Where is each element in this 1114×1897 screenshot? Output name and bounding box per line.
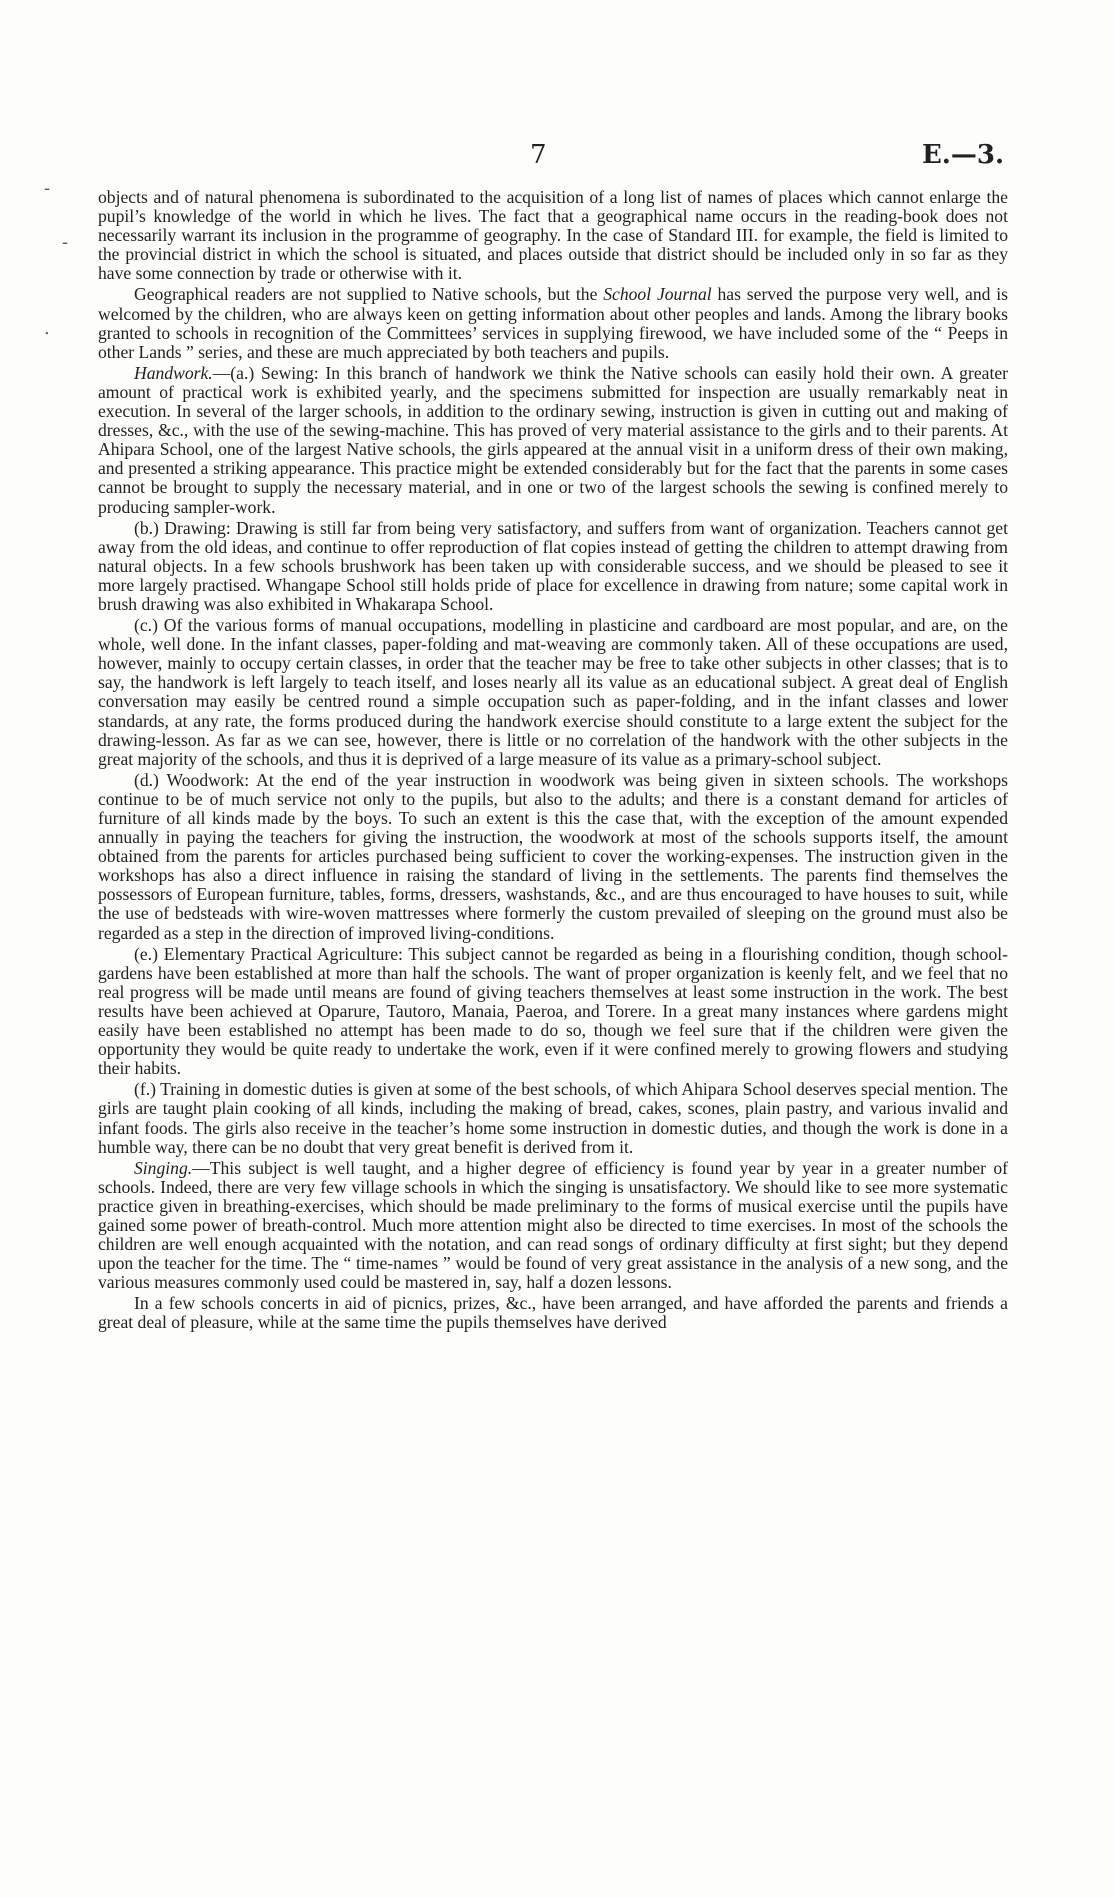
margin-mark: . — [44, 318, 50, 339]
paragraph-geographical-readers — [98, 285, 1008, 361]
body-text — [98, 188, 1008, 1335]
paragraph-manual-occupations: (c.) Of the various forms of manual occupations, modelling in plasticine and cardboard are most popular, and are, on the whole, well done. In the infant classes, paper-folding and mat-weaving are commonly taken. All of these occupations are used, however, mainly to occupy certain classes, in order that the teacher may be free to take other subjects in other classes; that is to say, the handwork is left largely to teach itself, and loses nearly all its value as an educational subject. A great deal of English conversation may easily be centred round a simple occupation such as paper-folding, and in the infant classes and lower standards, at any rate, the forms produced during the handwork exercise should constitute to a large extent the subject for the drawing-lesson. As far as we can see, however, there is little or no correlation of the handwork with the other subjects in the great majority of the schools, and thus it is deprived of a large measure of its value as a primary-school subject. — [98, 615, 1008, 769]
margin-mark: - — [62, 232, 69, 253]
paragraph-woodwork: (d.) Woodwork: At the end of the year instruction in woodwork was being given in sixteen schools. The workshops continue to be of much service not only to the pupils, but also to the adults; and there is a constant demand for articles of furniture of all kinds made by the boys. To such an extent is this the case that, with the exception of the amount expended annually in paying the teachers for giving the instruction, the woodwork at most of the schools supports itself, the amount obtained from the parents for articles purchased being sufficient to cover the working-expenses. The instruction given in the workshops has also a direct influence in raising the standard of living in the settlements. The parents find themselves the possessors of European furniture, tables, forms, dressers, washstands, &c., and are thus encouraged to have houses to suit, while the use of bedsteads with wire-woven mattresses where formerly the custom prevailed of sleeping on the ground must also be regarded as a step in the direction of improved living-conditions. — [98, 769, 1008, 943]
document-reference: E.—3. — [921, 140, 1004, 170]
paragraph-text: —This subject is well taught, and a higher degree of efficiency is found year by year in a greater number of schools. Indeed, there are very few village schools in which the singing is unsatisfactory. We should like to see more systematic practice given in breathing-exercises, which should be made preliminary to the forms of musical exercise until the pupils have gained some power of breath-control. Much more attention might also be directed to time exercises. In most of the schools the children are well enough acquainted with the notation, and can read songs of ordinary difficulty at first sight; but they depend upon the teacher for the time. The “ time-names ” would be found of very great assistance in the analysis of a new song, and the various measures commonly used could be mastered in, say, half a dozen lessons. — [98, 1157, 1008, 1293]
paragraph-concerts: In a few schools concerts in aid of picnics, prizes, &c., have been arranged, and have afforded the parents and friends a great deal of pleasure, while at the same time the pupils themselves have derived — [98, 1293, 1008, 1333]
page-header — [0, 140, 1114, 180]
paragraph-drawing: (b.) Drawing: Drawing is still far from being very satisfactory, and suffers from want of organization. Teachers cannot get away from the old ideas, and continue to offer reproduction of flat copies instead of getting the children to attempt drawing from natural objects. In a few schools brushwork has been taken up with considerable success, and we should be pleased to see it more largely practised. Whangape School still holds pride of place for excellence in drawing from nature; some capital work in brush drawing was also exhibited in Whakarapa School. — [98, 517, 1008, 614]
paragraph-singing — [98, 1159, 1008, 1293]
page-number: 7 — [530, 140, 547, 170]
margin-mark: - — [44, 178, 51, 199]
paragraph-domestic-duties: (f.) Training in domestic duties is given at some of the best schools, of which Ahipara School deserves special mention. The girls are taught plain cooking of all kinds, including the making of bread, cakes, scones, plain pastry, and various invalid and infant foods. The girls also receive in the teacher’s home some instruction in domestic duties, and though the work is done in a humble way, there can be no doubt that very great benefit is derived from it. — [98, 1079, 1008, 1157]
paragraph-text: Geographical readers are not supplied to Native schools, but the — [134, 284, 604, 305]
section-heading-handwork: Handwork. — [134, 362, 213, 383]
paragraph-text: —(a.) Sewing: In this branch of handwork we think the Native schools can easily hold their own. A greater amount of practical work is exhibited yearly, and the specimens submitted for inspection are usually remarkably neat in execution. In several of the larger schools, in addition to the ordinary sewing, instruction is given in cutting out and making of dresses, &c., with the use of the sewing-machine. This has proved of very material assistance to the girls and to their parents. At Ahipara School, one of the largest Native schools, the girls appeared at the annual visit in a uniform dress of their own making, and presented a striking appearance. This practice might be extended considerably but for the fact that the parents in some cases cannot be brought to supply the necessary material, and in one or two of the largest schools the sewing is confined merely to producing sampler-work. — [98, 362, 1008, 517]
paragraph-text: has served the purpose very well, and is welcomed by the children, who are always keen on getting information about other peoples and lands. Among the library books granted to schools in recognition of the Committees’ services in supplying firewood, we have included some of the “ Peeps in other Lands ” series, and these are much appreciated by both teachers and pupils. — [98, 284, 1009, 362]
journal-title: School Journal — [603, 284, 712, 305]
paragraph-geography-continued: objects and of natural phenomena is subordinated to the acquisition of a long list of names of places which cannot enlarge the pupil’s knowledge of the world in which he lives. The fact that a geographical name occurs in the reading-book does not necessarily warrant its inclusion in the programme of geography. In the case of Standard III. for example, the field is limited to the provincial district in which the school is situated, and places outside that district should be included only in so far as they have some connection by trade or otherwise with it. — [98, 187, 1008, 284]
section-heading-singing: Singing. — [134, 1157, 193, 1178]
paragraph-handwork-sewing — [98, 364, 1008, 517]
paragraph-agriculture: (e.) Elementary Practical Agriculture: This subject cannot be regarded as being in a flourishing condition, though school-gardens have been established at more than half the schools. The want of proper organization is keenly felt, and we feel that no real progress will be made until means are found of giving teachers themselves at least some instruction in the work. The best results have been achieved at Oparure, Tautoro, Manaia, Paeroa, and Torere. In a great many instances where gardens might easily have been established no attempt has been made to do so, though we feel sure that if the children were given the opportunity they would be quite ready to undertake the work, even if it were confined merely to growing flowers and studying their habits. — [98, 943, 1008, 1079]
